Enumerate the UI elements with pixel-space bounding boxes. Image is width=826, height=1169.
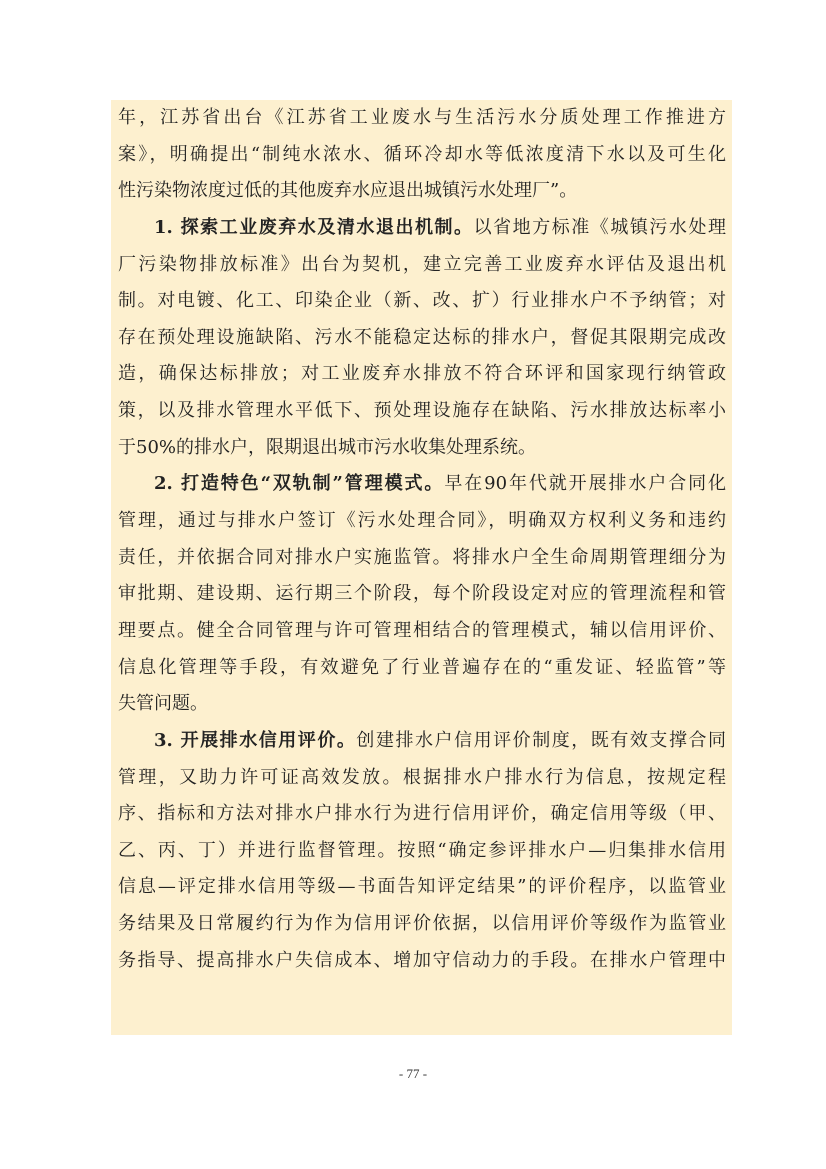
text-line: 制。对电镀、化工、印染企业（新、改、扩）行业排水户不予纳管；对 (118, 290, 726, 312)
text-line: 性污染物浓度过低的其他废弃水应退出城镇污水处理厂”。 (118, 180, 578, 202)
text-line: 案》，明确提出“制纯水浓水、循环冷却水等低浓度清下水以及可生化 (118, 143, 726, 165)
page-number: - 77 - (398, 1066, 428, 1081)
text-line: 务指导、提高排水户失信成本、增加守信动力的手段。在排水户管理中 (118, 949, 726, 971)
heading-line-text: 早在90年代就开展排水户合同化 (444, 473, 726, 495)
heading-line-text: 以省地方标准《城镇污水处理 (473, 216, 726, 238)
text-line: 信息—评定排水信用等级—书面告知评定结果”的评价程序，以监管业 (118, 876, 726, 898)
text-line: 管理，又助力许可证高效发放。根据排水户排水行为信息，按规定程 (118, 766, 726, 788)
text-line: 失管问题。 (118, 693, 208, 715)
text-line: 责任，并依据合同对排水户实施监管。将排水户全生命周期管理细分为 (118, 546, 726, 568)
section-heading: 1. 探索工业废弃水及清水退出机制。 (154, 216, 474, 238)
highlighted-text-block (111, 100, 732, 1035)
text-line: 存在预处理设施缺陷、污水不能稳定达标的排水户，督促其限期完成改 (118, 326, 726, 348)
section-heading: 2. 打造特色“双轨制”管理模式。 (154, 473, 445, 495)
text-line: 年，江苏省出台《江苏省工业废水与生活污水分质处理工作推进方 (118, 107, 726, 128)
text-line: 信息化管理等手段，有效避免了行业普遍存在的“重发证、轻监管”等 (118, 656, 726, 678)
text-line: 造，确保达标排放；对工业废弃水排放不符合环评和国家现行纳管政 (118, 363, 726, 385)
section-heading: 3. 开展排水信用评价。 (154, 729, 357, 751)
text-line: 理要点。健全合同管理与许可管理相结合的管理模式，辅以信用评价、 (118, 619, 726, 641)
text-line: 序、指标和方法对排水户排水行为进行信用评价，确定信用等级（甲、 (118, 803, 726, 825)
text-line: 审批期、建设期、运行期三个阶段，每个阶段设定对应的管理流程和管 (118, 583, 726, 605)
text-line: 乙、丙、丁）并进行监督管理。按照“确定参评排水户—归集排水信用 (118, 839, 726, 861)
section-heading-line (118, 723, 726, 760)
text-line: 厂污染物排放标准》出台为契机，建立完善工业废弃水评估及退出机 (118, 253, 726, 275)
section-heading-line (118, 210, 726, 247)
text-line: 务结果及日常履约行为作为信用评价依据，以信用评价等级作为监管业 (118, 913, 726, 935)
text-line: 于50%的排水户，限期退出城市污水收集处理系统。 (118, 436, 537, 458)
section-heading-line (118, 466, 726, 503)
text-line: 管理，通过与排水户签订《污水处理合同》，明确双方权利义务和违约 (118, 510, 726, 532)
heading-line-text: 创建排水户信用评价制度，既有效支撑合同 (356, 729, 726, 751)
text-line: 策，以及排水管理水平低下、预处理设施存在缺陷、污水排放达标率小 (118, 400, 726, 422)
